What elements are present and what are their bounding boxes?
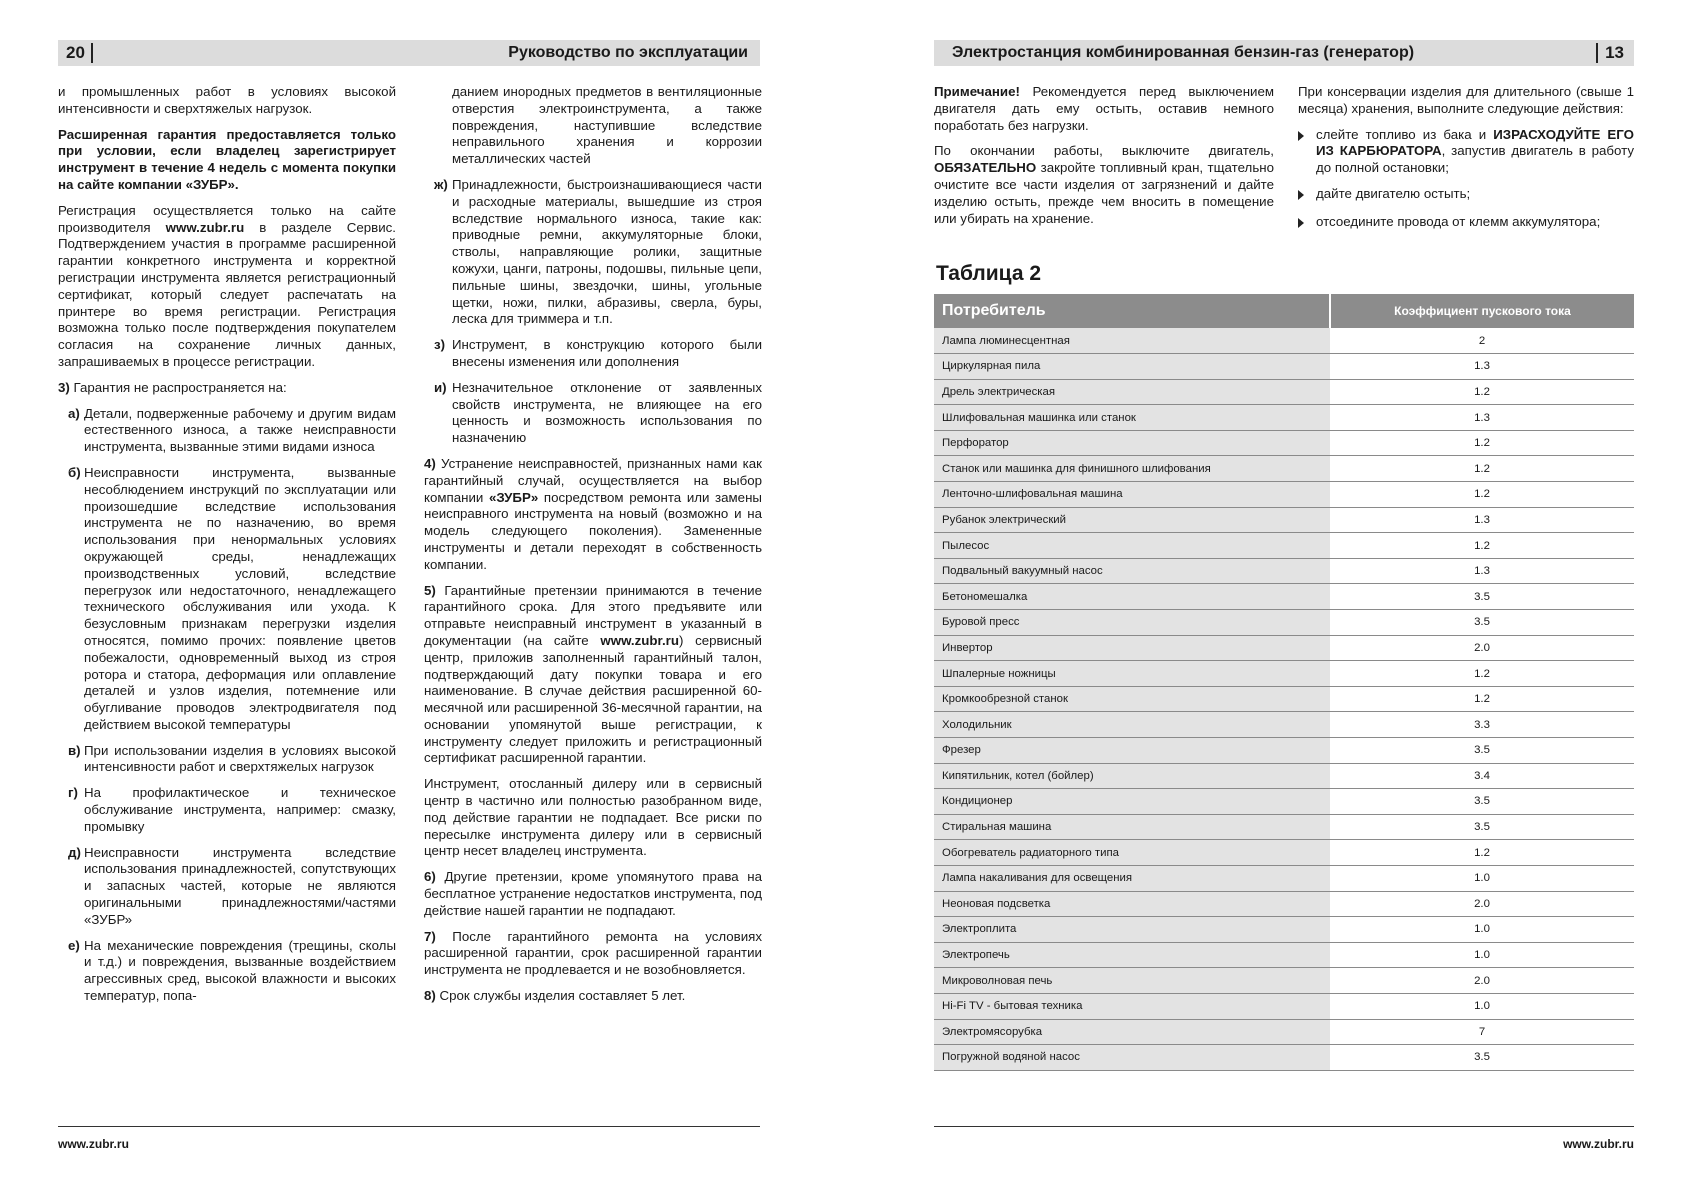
table-row bbox=[934, 993, 1634, 1019]
table-row bbox=[934, 533, 1634, 559]
coefficient-cell: 3.5 bbox=[1330, 1045, 1634, 1071]
consumer-cell: Стиральная машина bbox=[934, 814, 1330, 840]
site-link[interactable]: www.zubr.ru bbox=[165, 219, 245, 235]
consumer-cell: Электромясорубка bbox=[934, 1019, 1330, 1045]
table-row bbox=[934, 814, 1634, 840]
table-row bbox=[934, 763, 1634, 789]
coefficient-cell: 7 bbox=[1330, 1019, 1634, 1045]
starting-current-table bbox=[934, 294, 1634, 1071]
coefficient-cell: 3.5 bbox=[1330, 610, 1634, 636]
coefficient-cell: 1.2 bbox=[1330, 379, 1634, 405]
storage-intro: При консервации изделия для длительного (свыше 1 месяца) хранения, выполните следующие действия: bbox=[1298, 84, 1634, 116]
table-row bbox=[934, 686, 1634, 712]
consumer-cell: Шпалерные ножницы bbox=[934, 661, 1330, 687]
coefficient-cell: 3.5 bbox=[1330, 789, 1634, 815]
consumer-cell: Подвальный вакуумный насос bbox=[934, 558, 1330, 584]
left-column-1 bbox=[58, 84, 396, 1014]
table-row bbox=[934, 942, 1634, 968]
table-row bbox=[934, 379, 1634, 405]
left-header-title: Руководство по эксплуатации bbox=[508, 44, 748, 61]
coefficient-cell: 1.2 bbox=[1330, 456, 1634, 482]
consumer-cell: Лампа люминесцентная bbox=[934, 328, 1330, 354]
table-header-row bbox=[934, 294, 1634, 328]
coefficient-cell: 3.3 bbox=[1330, 712, 1634, 738]
left-page-number: 20 bbox=[66, 43, 85, 62]
coefficient-cell: 1.0 bbox=[1330, 917, 1634, 943]
paragraph-4: 4) Устранение неисправностей, признанных нами как гарантийный случай, осуществляется на выбор компании «ЗУБР» посредством ремонта или замены неисправного инструмента на новый (возможно и на модель следующего поколения). Замененные инструменты и детали переходят в собственность компании. bbox=[424, 455, 762, 572]
triangle-bullet-icon bbox=[1298, 218, 1304, 228]
consumer-cell: Ленточно-шлифовальная машина bbox=[934, 482, 1330, 508]
consumer-cell: Кондиционер bbox=[934, 789, 1330, 815]
coefficient-cell: 1.3 bbox=[1330, 507, 1634, 533]
table-row bbox=[934, 712, 1634, 738]
consumer-cell: Станок или машинка для финишного шлифования bbox=[934, 456, 1330, 482]
consumer-cell: Холодильник bbox=[934, 712, 1330, 738]
list-item: а) Детали, подверженные рабочему и другим видам естественного износа, а также неисправности инструмента, вызванные этими видами износа bbox=[68, 405, 396, 455]
consumer-cell: Погружной водяной насос bbox=[934, 1045, 1330, 1071]
coefficient-cell: 1.0 bbox=[1330, 942, 1634, 968]
table-row bbox=[934, 1045, 1634, 1071]
site-link[interactable]: www.zubr.ru bbox=[600, 632, 679, 648]
consumer-cell: Бетономешалка bbox=[934, 584, 1330, 610]
list-item: б) Неисправности инструмента, вызванные несоблюдением инструкций по эксплуатации или произошедшие вследствие использования инструмента не по назначению, во время использования при ненормальных условиях окружающей среды, ненадлежащих производственных условий, вследствие перегрузок или недостаточного, ненадлежащего технического обслуживания или ухода. К безусловным признакам перегрузки изделия относятся, помимо прочих: появление цветов побежалости, одновременный выход из строя ротора и статора, деформация или оплавление деталей и узлов изделия, потемнение или обугливание проводов электродвигателя под действием высокой температуры bbox=[68, 464, 396, 732]
footer-divider bbox=[58, 1126, 760, 1127]
coefficient-cell: 1.0 bbox=[1330, 865, 1634, 891]
column-header-consumer: Потребитель bbox=[934, 294, 1330, 328]
coefficient-cell: 1.2 bbox=[1330, 840, 1634, 866]
list-item: д) Неисправности инструмента вследствие использования принадлежностей, сопутствующих и запасных частей, которые не являются оригинальными принадлежностями/частями «ЗУБР» bbox=[68, 844, 396, 927]
table-row bbox=[934, 917, 1634, 943]
consumer-cell: Лампа накаливания для освещения bbox=[934, 865, 1330, 891]
coefficient-cell: 1.0 bbox=[1330, 993, 1634, 1019]
footer-url-left[interactable]: www.zubr.ru bbox=[58, 1137, 129, 1151]
table-row bbox=[934, 661, 1634, 687]
table-row bbox=[934, 968, 1634, 994]
column-header-coefficient: Коэффициент пускового тока bbox=[1330, 294, 1634, 328]
coefficient-cell: 2 bbox=[1330, 328, 1634, 354]
table-row bbox=[934, 891, 1634, 917]
left-column-2 bbox=[424, 84, 762, 1014]
table-row bbox=[934, 328, 1634, 354]
consumer-cell: Циркулярная пила bbox=[934, 354, 1330, 380]
continued-list-text: данием инородных предметов в вентиляционные отверстия электроинструмента, а также повреждения, наступившие вследствие неправильного хранения и коррозии металлических частей bbox=[452, 84, 762, 167]
consumer-cell: Рубанок электрический bbox=[934, 507, 1330, 533]
bullet-item: слейте топливо из бака и ИЗРАСХОДУЙТЕ ЕГО ИЗ КАРБЮРАТОРА, запустив двигатель в работу до полной остановки; bbox=[1298, 127, 1634, 177]
coefficient-cell: 2.0 bbox=[1330, 891, 1634, 917]
coefficient-cell: 1.3 bbox=[1330, 405, 1634, 431]
consumer-cell: Перфоратор bbox=[934, 430, 1330, 456]
header-separator bbox=[91, 43, 93, 63]
footer-url-right[interactable]: www.zubr.ru bbox=[1563, 1137, 1634, 1151]
consumer-cell: Кипятильник, котел (бойлер) bbox=[934, 763, 1330, 789]
coefficient-cell: 3.5 bbox=[1330, 738, 1634, 764]
right-page-number: 13 bbox=[1605, 43, 1624, 62]
coefficient-cell: 1.3 bbox=[1330, 354, 1634, 380]
table-row bbox=[934, 558, 1634, 584]
coefficient-cell: 1.2 bbox=[1330, 482, 1634, 508]
left-page-header bbox=[58, 40, 760, 66]
table-row bbox=[934, 738, 1634, 764]
table-row bbox=[934, 635, 1634, 661]
list-item: г) На профилактическое и техническое обслуживание инструмента, например: смазку, промывку bbox=[68, 785, 396, 834]
coefficient-cell: 3.4 bbox=[1330, 763, 1634, 789]
consumer-cell: Неоновая подсветка bbox=[934, 891, 1330, 917]
list-item: з) Инструмент, в конструкцию которого были внесены изменения или дополнения bbox=[434, 337, 762, 369]
consumer-cell: Фрезер bbox=[934, 738, 1330, 764]
coefficient-cell: 1.2 bbox=[1330, 661, 1634, 687]
paragraph: По окончании работы, выключите двигатель, ОБЯЗАТЕЛЬНО закройте топливный кран, тщательно очистите все части изделия от загрязнений и дайте изделию остыть, прежде чем вносить в помещение или убирать на хранение. bbox=[934, 143, 1274, 226]
paragraph-7: 7) После гарантийного ремонта на условиях расширенной гарантии, срок расширенной гарантии инструмента не продлевается и не возобновляется. bbox=[424, 928, 762, 978]
registration-paragraph: Регистрация осуществляется только на сайте производителя www.zubr.ru в разделе Сервис. Подтверждением участия в программе расширенной гарантии конкретного инструмента и корректной регистрации инструмента является регистрационный сертификат, который следует распечатать на принтере во время регистрации. Регистрация возможна только после подтверждения покупателем согласия на сохранение личных данных, запрашиваемых в процессе регистрации. bbox=[58, 202, 396, 369]
consumer-cell: Инвертор bbox=[934, 635, 1330, 661]
consumer-cell: Микроволновая печь bbox=[934, 968, 1330, 994]
coefficient-cell: 2.0 bbox=[1330, 968, 1634, 994]
consumer-cell: Шлифовальная машинка или станок bbox=[934, 405, 1330, 431]
table-row bbox=[934, 840, 1634, 866]
consumer-cell: Электропечь bbox=[934, 942, 1330, 968]
consumer-cell: Буровой пресс bbox=[934, 610, 1330, 636]
extended-warranty-paragraph: Расширенная гарантия предоставляется только при условии, если владелец зарегистрирует инструмент в течение 4 недель с момента покупки на сайте компании «ЗУБР». bbox=[58, 126, 396, 192]
consumer-cell: Обогреватель радиаторного типа bbox=[934, 840, 1330, 866]
bullet-item: дайте двигателю остыть; bbox=[1298, 186, 1634, 205]
right-column-2 bbox=[1298, 84, 1634, 242]
table-row bbox=[934, 405, 1634, 431]
list-item: ж) Принадлежности, быстроизнашивающиеся части и расходные материалы, вышедшие из строя вследствие нормального износа, такие как: приводные ремни, аккумуляторные блоки, стволы, направляющие ролики, защитные кожухи, цанги, патроны, подошвы, пильные цепи, пильные шины, звездочки, шины, угольные щетки, ножи, пилки, абразивы, сверла, буры, леска для триммера и т.п. bbox=[434, 176, 762, 327]
consumer-cell: Пылесос bbox=[934, 533, 1330, 559]
coefficient-cell: 1.3 bbox=[1330, 558, 1634, 584]
consumer-cell: Кромкообрезной станок bbox=[934, 686, 1330, 712]
list-item: в) При использовании изделия в условиях высокой интенсивности работ и сверхтяжелых нагрузок bbox=[68, 742, 396, 775]
triangle-bullet-icon bbox=[1298, 131, 1304, 141]
paragraph: и промышленных работ в условиях высокой интенсивности и сверхтяжелых нагрузок. bbox=[58, 84, 396, 116]
table-row bbox=[934, 456, 1634, 482]
note-paragraph: Примечание! Рекомендуется перед выключением двигателя дать ему остыть, оставив немного поработать без нагрузки. bbox=[934, 84, 1274, 133]
coefficient-cell: 3.5 bbox=[1330, 814, 1634, 840]
table-row bbox=[934, 354, 1634, 380]
paragraph-5: 5) Гарантийные претензии принимаются в течение гарантийного срока. Для этого предъявите или отправьте неисправный инструмент в указанный в документации (на сайте www.zubr.ru) сервисный центр, приложив заполненный гарантийный талон, подтверждающий дату покупки товара и его наименование. В случае действия расширенной 60-месячной или расширенной 36-месячной гарантии, на основании упомянутой выше регистрации, к инструменту следует приложить и регистрационный сертификат расширенной гарантии. bbox=[424, 582, 762, 766]
right-page-header bbox=[934, 40, 1634, 66]
table-title: Таблица 2 bbox=[936, 262, 1042, 285]
table-row bbox=[934, 430, 1634, 456]
list-item: е) На механические повреждения (трещины, сколы и т.д.) и повреждения, вызванные воздействием агрессивных сред, высокой влажности и высоких температур, попа- bbox=[68, 937, 396, 1004]
right-column-1 bbox=[934, 84, 1274, 236]
consumer-cell: Hi-Fi TV - бытовая техника bbox=[934, 993, 1330, 1019]
paragraph-8: 8) Срок службы изделия составляет 5 лет. bbox=[424, 988, 686, 1004]
table-row bbox=[934, 482, 1634, 508]
table-row bbox=[934, 584, 1634, 610]
bullet-item: отсоедините провода от клемм аккумулятора; bbox=[1298, 214, 1634, 233]
right-header-title: Электростанция комбинированная бензин-газ (генератор) bbox=[952, 44, 1415, 61]
coefficient-cell: 1.2 bbox=[1330, 430, 1634, 456]
triangle-bullet-icon bbox=[1298, 190, 1304, 200]
paragraph: Инструмент, отосланный дилеру или в сервисный центр в частично или полностью разобранном виде, под действие гарантии не подпадает. Все риски по пересылке инструмента дилеру или в сервисный центр несет владелец инструмента. bbox=[424, 776, 762, 859]
coefficient-cell: 1.2 bbox=[1330, 686, 1634, 712]
header-separator bbox=[1596, 43, 1598, 63]
list-item: и) Незначительное отклонение от заявленных свойств инструмента, не влияющее на его ценность и возможность использования по назначению bbox=[434, 379, 762, 446]
coefficient-cell: 2.0 bbox=[1330, 635, 1634, 661]
table-row bbox=[934, 789, 1634, 815]
consumer-cell: Электроплита bbox=[934, 917, 1330, 943]
table-row bbox=[934, 865, 1634, 891]
footer-divider bbox=[934, 1126, 1634, 1127]
coefficient-cell: 1.2 bbox=[1330, 533, 1634, 559]
warranty-exclusions-heading: 3) Гарантия не распространяется на: bbox=[58, 379, 287, 395]
table-row bbox=[934, 1019, 1634, 1045]
paragraph-6: 6) Другие претензии, кроме упомянутого права на бесплатное устранение недостатков инструмента, под действие нашей гарантии не подпадают. bbox=[424, 869, 763, 918]
coefficient-cell: 3.5 bbox=[1330, 584, 1634, 610]
table-row bbox=[934, 610, 1634, 636]
table-row bbox=[934, 507, 1634, 533]
consumer-cell: Дрель электрическая bbox=[934, 379, 1330, 405]
